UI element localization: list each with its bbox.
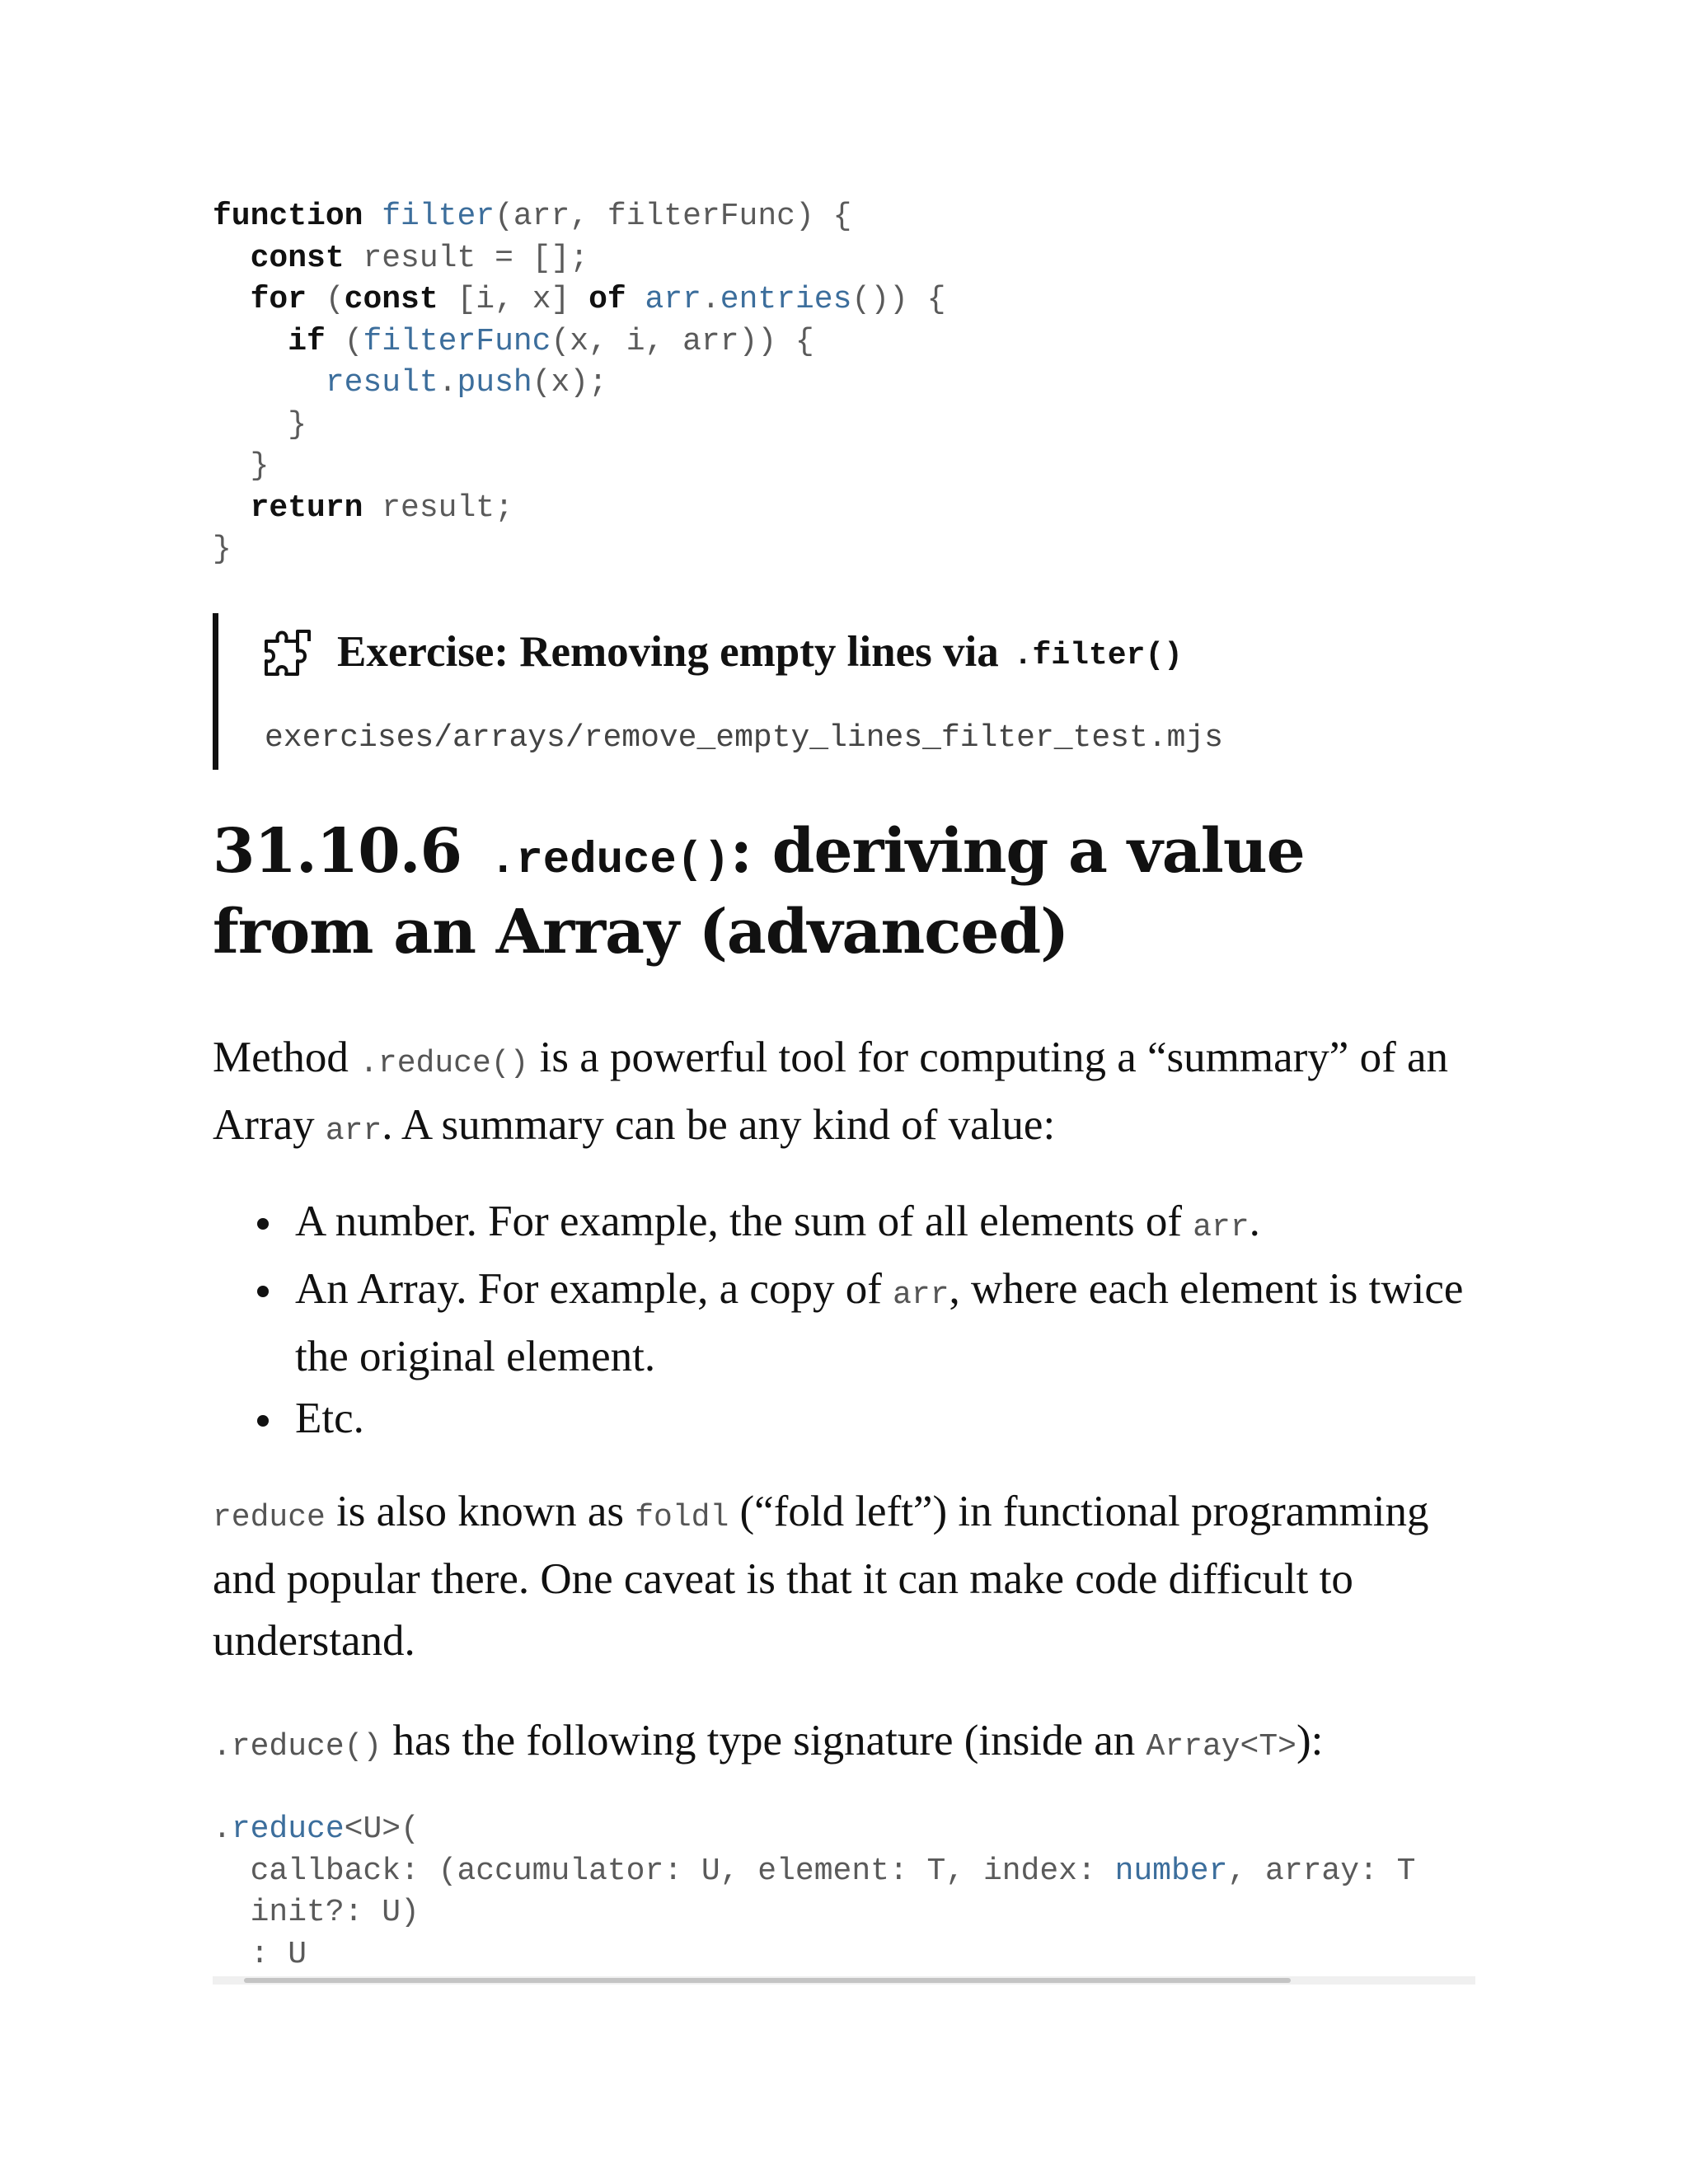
code-token: callback: (accumulator: U, element: T, index:	[213, 1853, 1115, 1889]
code-token: init?: U)	[213, 1895, 420, 1930]
code-token: }	[213, 448, 270, 484]
code-token: result	[325, 365, 438, 401]
text-span: is a powerful tool for computing a “summary” of an Array	[213, 1033, 1448, 1149]
section-heading	[213, 816, 1465, 968]
horizontal-scrollbar-thumb[interactable]	[244, 1978, 1291, 1983]
code-token	[626, 282, 645, 317]
code-token: .	[213, 1811, 232, 1847]
text-span: . A summary can be any kind of value:	[382, 1101, 1056, 1149]
code-token: of	[588, 282, 626, 317]
text-span: ):	[1296, 1717, 1324, 1765]
code-token: (	[325, 323, 363, 359]
paragraph-type-signature	[213, 1710, 1479, 1778]
inline-code: arr	[893, 1277, 950, 1313]
exercise-title-code: .filter()	[1013, 637, 1183, 673]
code-token	[213, 282, 251, 317]
text-span: A number. For example, the sum of all elements of	[295, 1197, 1193, 1245]
text-span: is also known as	[325, 1488, 635, 1535]
paragraph-reduce-intro	[213, 1027, 1479, 1162]
code-block-signature-viewport[interactable]	[213, 1809, 1475, 1985]
exercise-callout	[213, 613, 1455, 770]
code-token: : U	[213, 1936, 307, 1972]
code-token: return	[250, 490, 363, 526]
code-token: [i, x]	[438, 282, 589, 317]
code-token: number	[1114, 1853, 1228, 1889]
inline-code: .reduce()	[359, 1046, 529, 1081]
code-token: if	[288, 323, 326, 359]
text-span: (“fold left”) in functional programming and popular there. One caveat is that it can make code difficult to understand.	[213, 1488, 1429, 1665]
code-token: }	[213, 406, 307, 443]
code-block-filter	[213, 196, 945, 571]
code-token: ()) {	[851, 282, 946, 317]
section-heading-code: .reduce()	[489, 836, 730, 886]
bullet-list	[213, 1191, 1515, 1450]
code-token: entries	[720, 282, 852, 317]
list-item	[295, 1258, 1515, 1388]
code-token: arr	[645, 282, 701, 317]
inline-code: arr	[325, 1113, 382, 1149]
code-token: for	[250, 282, 307, 317]
text-span: Method	[213, 1033, 360, 1081]
inline-code: foldl	[635, 1500, 729, 1535]
inline-code: reduce	[213, 1500, 326, 1535]
text-span: has the following type signature (inside an	[382, 1717, 1146, 1765]
code-block-signature	[213, 1809, 1415, 1975]
code-token: result;	[363, 490, 513, 526]
text-span: .	[1249, 1197, 1260, 1245]
exercise-title	[261, 625, 1183, 679]
code-token	[213, 365, 326, 401]
text-span: , where each element is twice the original element.	[295, 1265, 1464, 1380]
code-token	[213, 241, 251, 276]
code-token: }	[213, 532, 232, 567]
code-token: filterFunc	[363, 323, 551, 359]
code-token: , array: T	[1227, 1853, 1416, 1889]
inline-code: arr	[1193, 1210, 1250, 1245]
inline-code: Array<T>	[1146, 1729, 1296, 1765]
code-token: (arr, filterFunc) {	[495, 199, 852, 234]
code-token	[213, 490, 251, 526]
text-span: An Array. For example, a copy of	[295, 1265, 893, 1313]
code-token: <U>(	[344, 1811, 420, 1847]
code-token: push	[457, 365, 532, 401]
code-token: (	[307, 282, 345, 317]
section-number: 31.10.6	[213, 816, 462, 887]
puzzle-icon	[261, 625, 321, 679]
code-token: .	[701, 282, 720, 317]
exercise-title-text: Exercise: Removing empty lines via	[337, 628, 999, 676]
code-token	[363, 199, 382, 234]
code-token: const	[250, 240, 345, 276]
code-token: (x, i, arr)) {	[551, 323, 814, 359]
code-token: const	[344, 282, 438, 317]
inline-code: .reduce()	[213, 1729, 382, 1765]
list-item	[295, 1191, 1515, 1258]
code-token: (x);	[532, 365, 607, 401]
paragraph-foldl	[213, 1481, 1479, 1672]
exercise-file-path: exercises/arrays/remove_empty_lines_filter_test.mjs	[265, 720, 1223, 756]
section-heading-text: : deriving a value from an Array (advanced)	[213, 816, 1305, 968]
code-token: filter	[382, 199, 495, 234]
code-token: reduce	[231, 1811, 345, 1847]
code-token: .	[438, 365, 457, 401]
code-token	[213, 324, 288, 359]
code-token: function	[213, 199, 363, 234]
code-token: result = [];	[344, 240, 589, 276]
list-item: Etc.	[295, 1388, 1515, 1450]
